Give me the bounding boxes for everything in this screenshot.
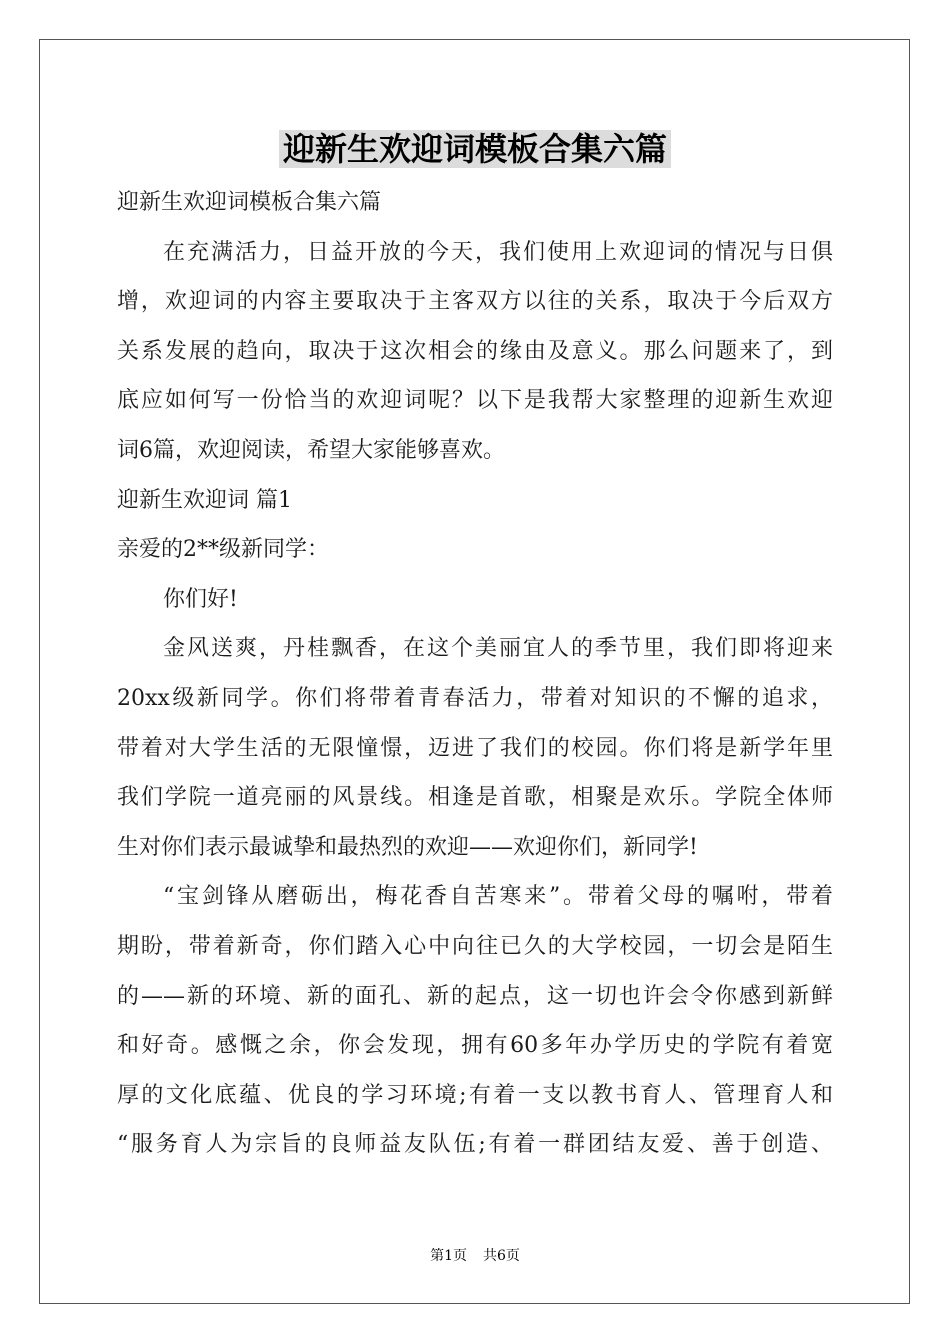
text-line: 增，欢迎词的内容主要取决于主客双方以往的关系，取决于今后双方 bbox=[117, 289, 833, 315]
text-line: 迎新生欢迎词模板合集六篇 bbox=[117, 190, 382, 215]
text-line: 底应如何写一份恰当的欢迎词呢？以下是我帮大家整理的迎新生欢迎 bbox=[117, 388, 833, 414]
text-line: 在充满活力，日益开放的今天，我们使用上欢迎词的情况与日俱 bbox=[163, 239, 833, 265]
text-line: 关系发展的趋向，取决于这次相会的缘由及意义。那么问题来了，到 bbox=[117, 338, 833, 364]
text-line: 厚的文化底蕴、优良的学习环境;有着一支以教书育人、管理育人和 bbox=[117, 1082, 833, 1108]
text-line: 和好奇。感慨之余，你会发现，拥有60多年办学历史的学院有着宽 bbox=[117, 1033, 833, 1059]
text-line: 生对你们表示最诚挚和最热烈的欢迎——欢迎你们，新同学! bbox=[117, 834, 698, 860]
text-line: 词6篇，欢迎阅读，希望大家能够喜欢。 bbox=[117, 437, 505, 463]
document-title bbox=[0, 124, 950, 174]
text-line: 我们学院一道亮丽的风景线。相逢是首歌，相聚是欢乐。学院全体师 bbox=[117, 785, 833, 811]
page-number: 第1页 bbox=[430, 1248, 467, 1264]
text-line: 金风送爽，丹桂飘香，在这个美丽宜人的季节里，我们即将迎来 bbox=[163, 636, 833, 662]
text-line: 亲爱的2**级新同学： bbox=[117, 537, 329, 563]
text-line: 的——新的环境、新的面孔、新的起点，这一切也许会令你感到新鲜 bbox=[117, 983, 833, 1009]
text-line: 带着对大学生活的无限憧憬，迈进了我们的校园。你们将是新学年里 bbox=[117, 735, 833, 761]
document-title-text: 迎新生欢迎词模板合集六篇 bbox=[279, 130, 671, 168]
page-total: 共6页 bbox=[483, 1248, 520, 1264]
text-line: 你们好! bbox=[163, 586, 238, 612]
page-footer bbox=[0, 1245, 950, 1265]
text-line: 20xx级新同学。你们将带着青春活力，带着对知识的不懈的追求， bbox=[117, 685, 833, 711]
document-body bbox=[117, 178, 833, 1170]
text-line: 迎新生欢迎词 篇1 bbox=[117, 487, 292, 513]
text-line: 期盼，带着新奇，你们踏入心中向往已久的大学校园，一切会是陌生 bbox=[117, 933, 833, 959]
text-line: “服务育人为宗旨的良师益友队伍;有着一群团结友爱、善于创造、 bbox=[117, 1132, 833, 1158]
text-line: “宝剑锋从磨砺出，梅花香自苦寒来”。带着父母的嘱咐，带着 bbox=[163, 884, 833, 910]
